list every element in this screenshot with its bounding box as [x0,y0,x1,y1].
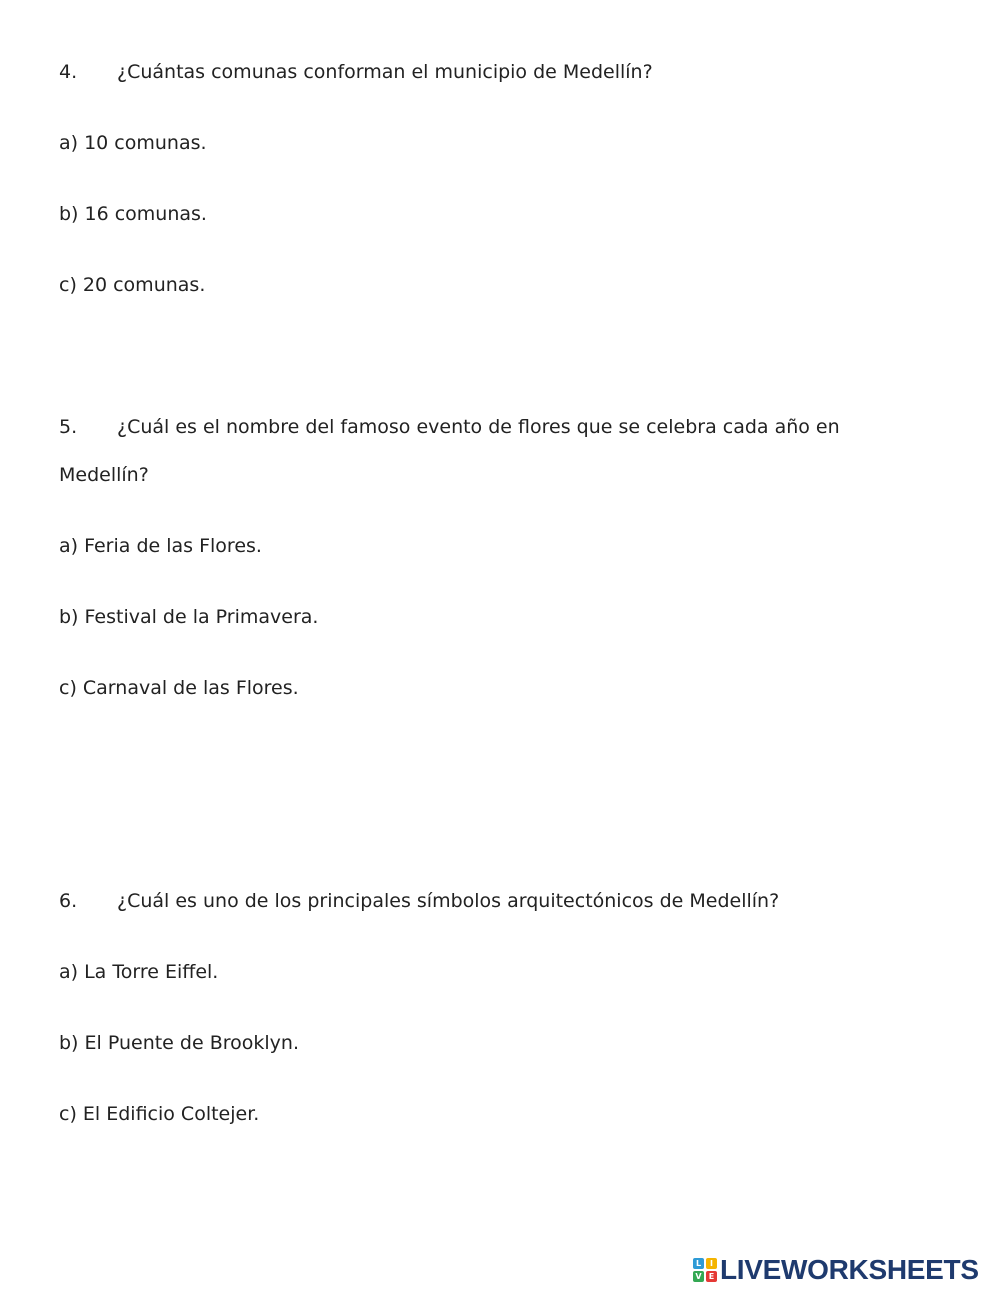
question-5-prompt-continuation: Medellín? [59,464,149,486]
question-5-prompt [59,415,840,439]
liveworksheets-logo [693,1255,979,1285]
logo-icon-tile: L [693,1258,704,1269]
liveworksheets-logo-icon [693,1258,717,1282]
question-4-prompt [59,60,653,84]
question-6-option-a: a) La Torre Eiffel. [59,961,219,983]
question-6-option-c: c) El Edificio Coltejer. [59,1103,260,1125]
question-text: ¿Cuál es uno de los principales símbolos arquitectónicos de Medellín? [117,890,780,912]
question-4-option-c: c) 20 comunas. [59,274,206,296]
logo-icon-tile: V [693,1271,704,1282]
question-6-option-b: b) El Puente de Brooklyn. [59,1032,299,1054]
question-4-option-a: a) 10 comunas. [59,132,207,154]
question-number: 5. [59,416,78,438]
question-6-prompt [59,889,779,913]
question-number: 4. [59,61,78,83]
question-5-option-b: b) Festival de la Primavera. [59,606,319,628]
question-text: ¿Cuántas comunas conforman el municipio de Medellín? [117,61,653,83]
logo-icon-tile: I [706,1258,717,1269]
question-4-option-b: b) 16 comunas. [59,203,207,225]
logo-icon-tile: E [706,1271,717,1282]
question-5-option-a: a) Feria de las Flores. [59,535,262,557]
question-number: 6. [59,890,78,912]
liveworksheets-logo-text: LIVEWORKSHEETS [720,1254,979,1285]
question-text: ¿Cuál es el nombre del famoso evento de flores que se celebra cada año en [117,416,840,438]
question-5-option-c: c) Carnaval de las Flores. [59,677,299,699]
